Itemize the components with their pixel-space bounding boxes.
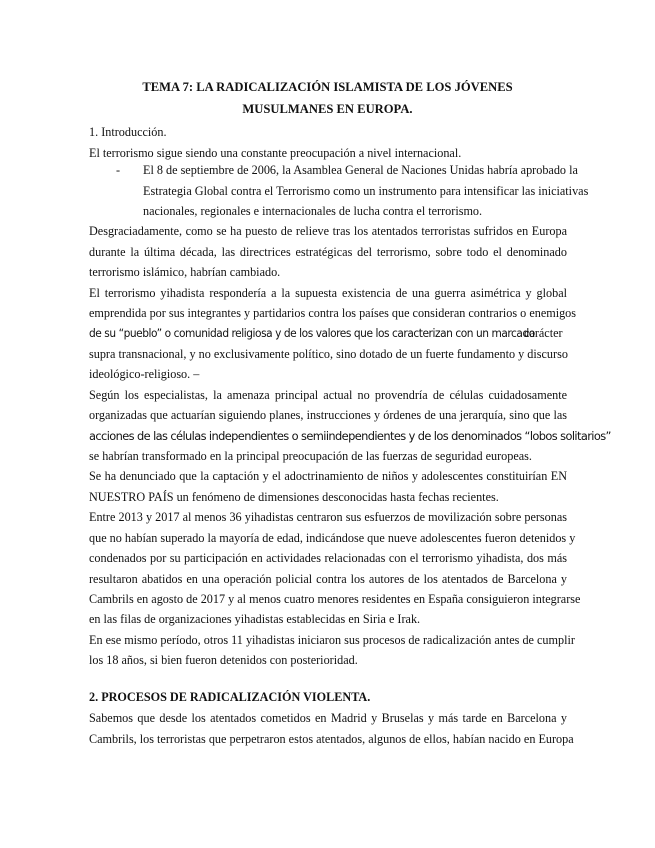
paragraph-line: Sabemos que desde los atentados cometidos en Madrid y Bruselas y más tarde en Barcelona y	[89, 711, 567, 725]
paragraph-line: El terrorismo yihadista respondería a la supuesta existencia de una guerra asimétrica y global	[89, 286, 567, 300]
paragraph-line: condenados por su participación en actividades relacionadas con el terrorismo yihadista, dos más	[89, 551, 567, 565]
paragraph-line: terrorismo islámico, habrían cambiado.	[89, 265, 281, 279]
paragraph-line: durante la última década, las directrices estratégicas del terrorismo, sobre todo el denominado	[89, 245, 567, 259]
paragraph-intro: El terrorismo sigue siendo una constante preocupación a nivel internacional.	[89, 146, 462, 160]
paragraph-line: supra transnacional, y no exclusivamente político, sino dotado de un fuerte fundamento y discurso	[89, 347, 568, 361]
paragraph-line: que no habían superado la mayoría de edad, indicándose que nueve adolescentes fueron detenidos y	[89, 531, 576, 545]
paragraph-line: de su “pueblo” o comunidad religiosa y de los valores que los caracterizan con un marcado	[89, 326, 535, 340]
bullet-line: nacionales, regionales e internacionales de lucha contra el terrorismo.	[143, 204, 483, 218]
paragraph-line: se habrían transformado en la principal preocupación de las fuerzas de seguridad europeas.	[89, 449, 532, 463]
document-title-line-2: MUSULMANES EN EUROPA.	[242, 102, 413, 116]
paragraph-line: En ese mismo período, otros 11 yihadistas iniciaron sus procesos de radicalización antes de cumplir	[89, 633, 575, 647]
paragraph-line: ideológico-religioso. –	[89, 367, 200, 381]
paragraph-line: resultaron abatidos en una operación policial contra los autores de los atentados de Barcelona y	[89, 572, 567, 586]
paragraph-line: los 18 años, si bien fueron detenidos con posterioridad.	[89, 653, 358, 667]
bullet-marker: -	[116, 163, 121, 177]
paragraph-line: organizadas que actuarían siguiendo planes, instrucciones y órdenes de una jerarquía, sino que las	[89, 408, 567, 422]
paragraph-line: NUESTRO PAÍS un fenómeno de dimensiones desconocidas hasta fechas recientes.	[89, 490, 499, 504]
document-title-line-1: TEMA 7: LA RADICALIZACIÓN ISLAMISTA DE LOS JÓVENES	[142, 80, 513, 94]
paragraph-line: en las filas de organizaciones yihadistas establecidas en Siria e Irak.	[89, 612, 421, 626]
paragraph-line: carácter	[524, 326, 563, 340]
paragraph-line: Según los especialistas, la amenaza principal actual no provendría de células cuidadosamente	[89, 388, 567, 402]
paragraph-line: Desgraciadamente, como se ha puesto de relieve tras los atentados terroristas sufridos en Europa	[89, 224, 567, 238]
paragraph-line: Entre 2013 y 2017 al menos 36 yihadistas centraron sus esfuerzos de movilización sobre personas	[89, 510, 567, 524]
paragraph-line: acciones de las células independientes o semiindependientes y de los denominados “lobos solitarios”	[89, 429, 611, 443]
paragraph-line: Cambrils, los terroristas que perpetraron estos atentados, algunos de ellos, habían nacido en Europa	[89, 732, 574, 746]
section-2-heading: 2. PROCESOS DE RADICALIZACIÓN VIOLENTA.	[89, 690, 371, 704]
paragraph-line: Cambrils en agosto de 2017 y al menos cuatro menores residentes en España consiguieron integrarse	[89, 592, 581, 606]
bullet-line: Estrategia Global contra el Terrorismo como un instrumento para intensificar las iniciativas	[143, 184, 589, 198]
bullet-line: El 8 de septiembre de 2006, la Asamblea General de Naciones Unidas habría aprobado la	[143, 163, 578, 177]
paragraph-line: Se ha denunciado que la captación y el adoctrinamiento de niños y adolescentes constituirían EN	[89, 469, 567, 483]
paragraph-line: emprendida por sus integrantes y partidarios contra los países que consideran contrarios o enemigos	[89, 306, 577, 320]
section-1-heading: 1. Introducción.	[89, 125, 167, 139]
